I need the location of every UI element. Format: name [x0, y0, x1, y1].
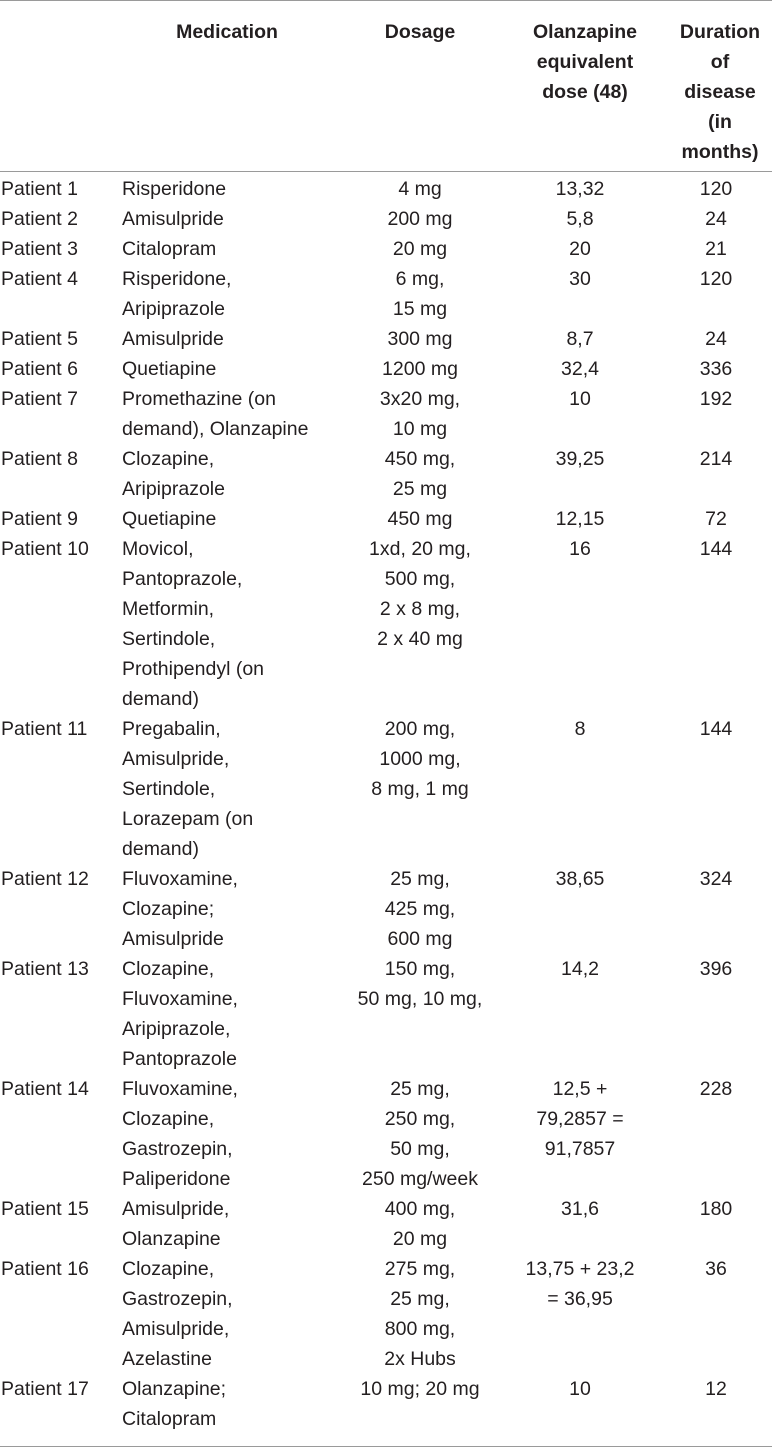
- table-row: [0, 1374, 772, 1434]
- cell-olanzapine-equivalent: 12,15: [555, 508, 605, 530]
- header-dosage: Dosage: [384, 21, 456, 43]
- cell-dosage: 20 mg: [392, 238, 448, 260]
- cell-medication: Citalopram: [122, 238, 217, 260]
- table-row: [0, 1194, 772, 1254]
- table-row: [0, 714, 772, 864]
- table-header: [0, 0, 772, 172]
- cell-medication: Pregabalin, Amisulpride, Sertindole, Lorazepam (on demand): [122, 718, 254, 860]
- cell-medication: Fluvoxamine, Clozapine; Amisulpride: [122, 868, 238, 950]
- cell-dosage: 275 mg, 25 mg, 800 mg, 2x Hubs: [384, 1258, 456, 1370]
- cell-olanzapine-equivalent: 5,8: [566, 208, 594, 230]
- cell-patient: Patient 16: [1, 1258, 89, 1280]
- table-row: [0, 864, 772, 954]
- cell-patient: Patient 15: [1, 1198, 89, 1220]
- cell-duration: 324: [699, 868, 733, 890]
- cell-dosage: 150 mg, 50 mg, 10 mg,: [357, 958, 483, 1010]
- cell-dosage: 3x20 mg, 10 mg: [379, 388, 461, 440]
- table-row: [0, 234, 772, 264]
- cell-medication: Clozapine, Gastrozepin, Amisulpride, Azelastine: [122, 1258, 233, 1370]
- cell-medication: Movicol, Pantoprazole, Metformin, Sertindole, Prothipendyl (on demand): [122, 538, 265, 710]
- cell-patient: Patient 14: [1, 1078, 89, 1100]
- cell-patient: Patient 2: [1, 208, 78, 230]
- cell-duration: 36: [705, 1258, 727, 1280]
- table-row: [0, 1254, 772, 1374]
- cell-duration: 120: [699, 178, 733, 200]
- cell-dosage: 25 mg, 250 mg, 50 mg, 250 mg/week: [362, 1078, 478, 1190]
- cell-medication: Olanzapine; Citalopram: [122, 1378, 227, 1430]
- cell-patient: Patient 9: [1, 508, 78, 530]
- cell-olanzapine-equivalent: 13,32: [555, 178, 605, 200]
- cell-medication: Quetiapine: [122, 358, 217, 380]
- cell-duration: 24: [705, 328, 727, 350]
- cell-duration: 228: [699, 1078, 733, 1100]
- cell-duration: 336: [699, 358, 733, 380]
- cell-patient: Patient 5: [1, 328, 78, 350]
- cell-medication: Quetiapine: [122, 508, 217, 530]
- cell-olanzapine-equivalent: 13,75 + 23,2 = 36,95: [525, 1258, 635, 1310]
- cell-dosage: 6 mg, 15 mg: [392, 268, 448, 320]
- cell-duration: 180: [699, 1198, 733, 1220]
- table-row: [0, 504, 772, 534]
- cell-duration: 192: [699, 388, 733, 410]
- cell-patient: Patient 6: [1, 358, 78, 380]
- cell-duration: 24: [705, 208, 727, 230]
- table-row: [0, 174, 772, 204]
- cell-medication: Amisulpride: [122, 208, 224, 230]
- table-row: [0, 954, 772, 1074]
- cell-medication: Amisulpride: [122, 328, 224, 350]
- cell-patient: Patient 17: [1, 1378, 89, 1400]
- header-olanzapine-equivalent: Olanzapine equivalent dose (48): [532, 21, 638, 103]
- cell-olanzapine-equivalent: 12,5 + 79,2857 = 91,7857: [536, 1078, 624, 1160]
- cell-patient: Patient 1: [1, 178, 78, 200]
- table-row: [0, 324, 772, 354]
- cell-duration: 396: [699, 958, 733, 980]
- cell-olanzapine-equivalent: 31,6: [561, 1198, 599, 1220]
- cell-olanzapine-equivalent: 10: [569, 388, 591, 410]
- cell-medication: Risperidone, Aripiprazole: [122, 268, 232, 320]
- cell-patient: Patient 8: [1, 448, 78, 470]
- header-medication: Medication: [176, 21, 278, 43]
- table-body: [0, 174, 772, 1434]
- cell-patient: Patient 3: [1, 238, 78, 260]
- cell-duration: 21: [705, 238, 727, 260]
- table-row: [0, 264, 772, 324]
- cell-medication: Risperidone: [122, 178, 227, 200]
- cell-patient: Patient 13: [1, 958, 89, 980]
- cell-patient: Patient 12: [1, 868, 89, 890]
- table-row: [0, 534, 772, 714]
- cell-olanzapine-equivalent: 20: [569, 238, 591, 260]
- cell-dosage: 200 mg, 1000 mg, 8 mg, 1 mg: [371, 718, 469, 800]
- cell-olanzapine-equivalent: 8: [574, 718, 586, 740]
- cell-dosage: 10 mg; 20 mg: [360, 1378, 480, 1400]
- cell-olanzapine-equivalent: 30: [569, 268, 591, 290]
- cell-duration: 144: [699, 718, 733, 740]
- cell-dosage: 25 mg, 425 mg, 600 mg: [384, 868, 456, 950]
- cell-duration: 214: [699, 448, 733, 470]
- table-row: [0, 384, 772, 444]
- cell-dosage: 4 mg: [398, 178, 442, 200]
- cell-duration: 72: [705, 508, 727, 530]
- table-row: [0, 204, 772, 234]
- table-row: [0, 1074, 772, 1194]
- cell-olanzapine-equivalent: 39,25: [555, 448, 605, 470]
- cell-olanzapine-equivalent: 8,7: [566, 328, 594, 350]
- cell-medication: Promethazine (on demand), Olanzapine: [122, 388, 309, 440]
- cell-medication: Fluvoxamine, Clozapine, Gastrozepin, Paliperidone: [122, 1078, 238, 1190]
- cell-medication: Clozapine, Aripiprazole: [122, 448, 225, 500]
- cell-olanzapine-equivalent: 32,4: [561, 358, 599, 380]
- cell-dosage: 1xd, 20 mg, 500 mg, 2 x 8 mg, 2 x 40 mg: [369, 538, 471, 650]
- cell-dosage: 200 mg: [387, 208, 453, 230]
- cell-patient: Patient 4: [1, 268, 78, 290]
- cell-duration: 12: [705, 1378, 727, 1400]
- cell-olanzapine-equivalent: 10: [569, 1378, 591, 1400]
- cell-patient: Patient 10: [1, 538, 89, 560]
- header-duration: Duration of disease (in months): [679, 21, 761, 163]
- table-row: [0, 444, 772, 504]
- cell-dosage: 300 mg: [387, 328, 453, 350]
- cell-medication: Clozapine, Fluvoxamine, Aripiprazole, Pantoprazole: [122, 958, 238, 1070]
- table-bottom-rule: [0, 1446, 772, 1447]
- cell-patient: Patient 11: [1, 718, 88, 740]
- cell-dosage: 450 mg: [387, 508, 453, 530]
- cell-dosage: 1200 mg: [382, 358, 458, 380]
- cell-duration: 144: [699, 538, 733, 560]
- cell-olanzapine-equivalent: 14,2: [561, 958, 599, 980]
- cell-dosage: 450 mg, 25 mg: [384, 448, 456, 500]
- cell-patient: Patient 7: [1, 388, 78, 410]
- cell-olanzapine-equivalent: 38,65: [555, 868, 605, 890]
- cell-dosage: 400 mg, 20 mg: [384, 1198, 456, 1250]
- table-row: [0, 354, 772, 384]
- cell-duration: 120: [699, 268, 733, 290]
- cell-olanzapine-equivalent: 16: [569, 538, 591, 560]
- cell-medication: Amisulpride, Olanzapine: [122, 1198, 230, 1250]
